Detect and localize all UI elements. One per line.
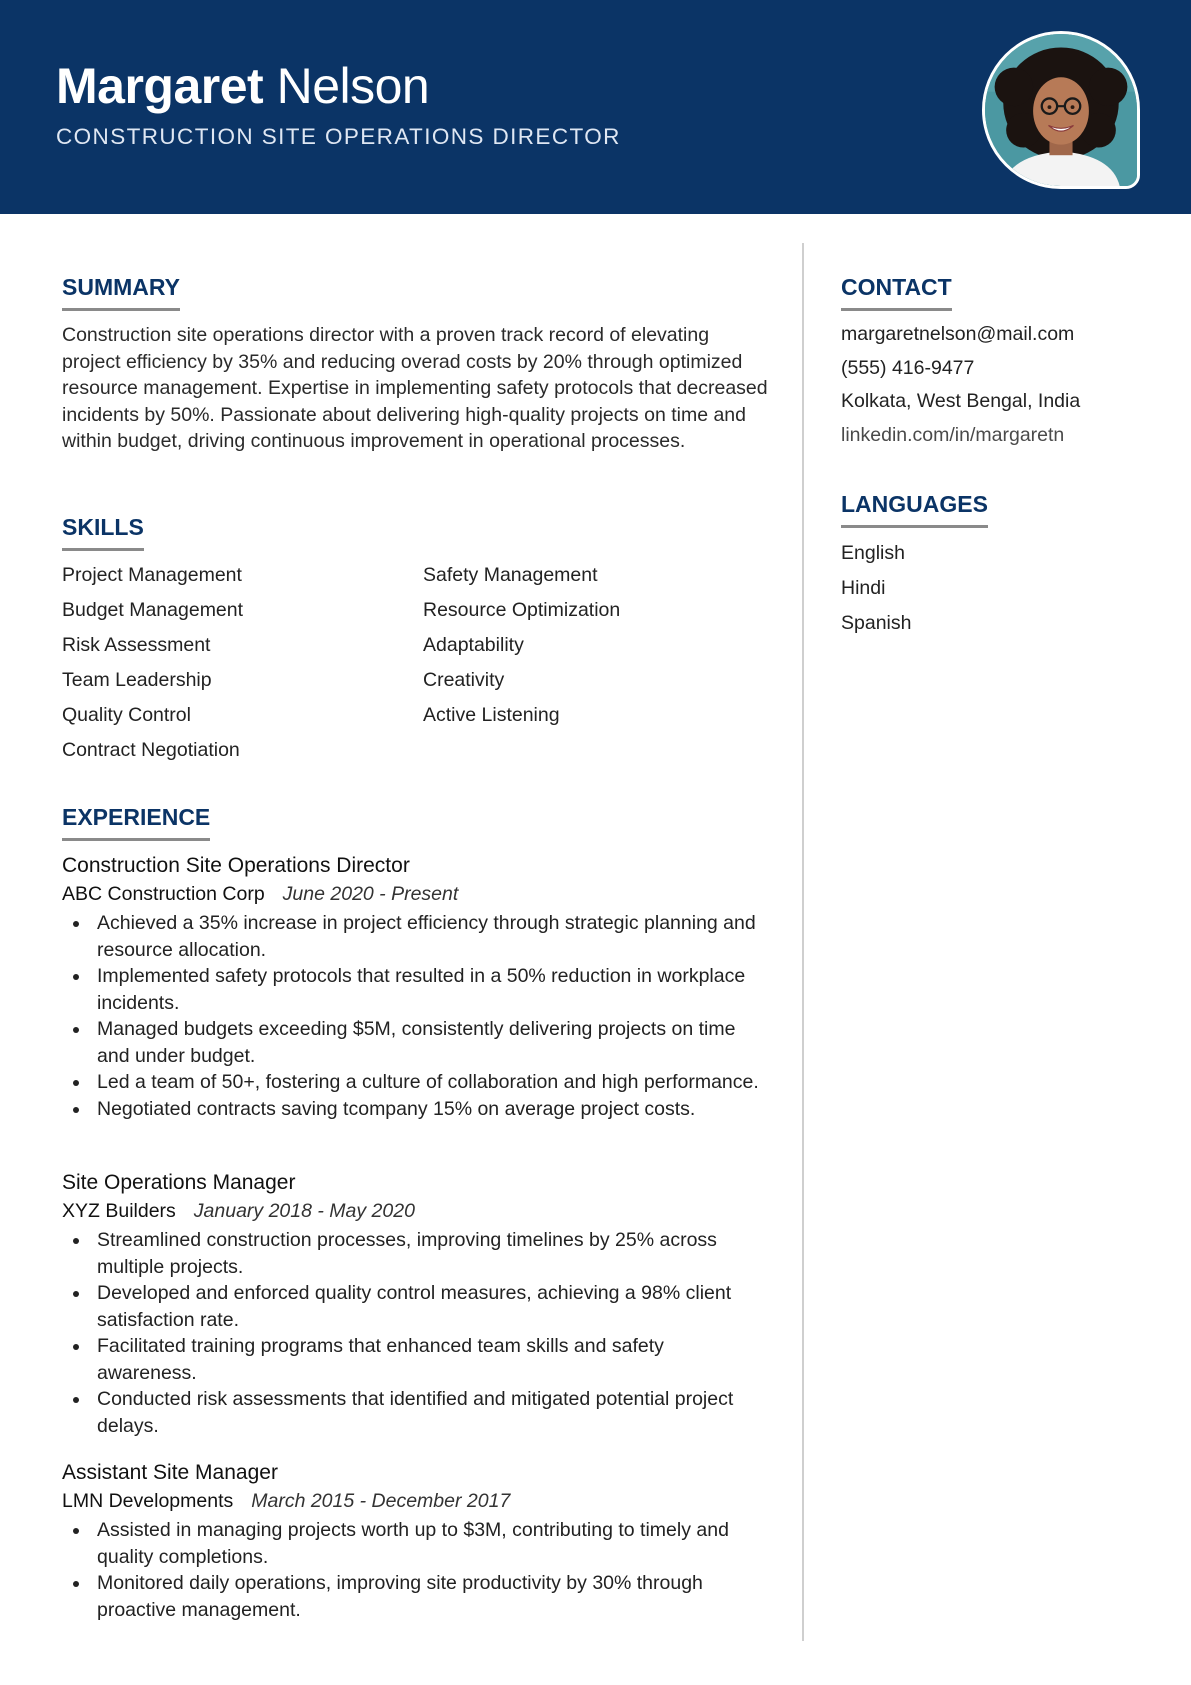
job-bullet: Facilitated training programs that enhanced team skills and safety awareness. <box>62 1333 768 1386</box>
skills-list-right <box>423 558 620 733</box>
job-bullets <box>62 910 768 1122</box>
contact-phone: (555) 416-9477 <box>841 356 975 379</box>
skill-item: Team Leadership <box>62 669 212 691</box>
job-meta <box>62 1487 768 1516</box>
skills-list-left <box>62 558 243 768</box>
job-bullet: Assisted in managing projects worth up to $3M, contributing to timely and quality completions. <box>62 1517 768 1570</box>
contact-heading: CONTACT <box>841 272 952 311</box>
skill-item: Adaptability <box>423 634 524 656</box>
candidate-name <box>56 52 429 120</box>
skill-item: Resource Optimization <box>423 599 621 621</box>
job-bullet: Led a team of 50+, fostering a culture of collaboration and high performance. <box>62 1069 768 1096</box>
skill-item: Creativity <box>423 669 505 691</box>
contact-location: Kolkata, West Bengal, India <box>841 390 1081 412</box>
job-dates: June 2020 - Present <box>282 883 459 905</box>
profile-photo <box>982 31 1140 189</box>
last-name: Nelson <box>276 58 430 114</box>
job-bullet: Streamlined construction processes, improving timelines by 25% across multiple projects. <box>62 1227 768 1280</box>
summary-heading: SUMMARY <box>62 272 180 311</box>
experience-entry <box>62 1458 768 1623</box>
skill-item: Active Listening <box>423 704 560 726</box>
job-role: Site Operations Manager <box>62 1171 296 1194</box>
skills-heading: SKILLS <box>62 512 144 551</box>
contact-email[interactable]: margaretnelson@mail.com <box>841 323 1075 345</box>
experience-heading: EXPERIENCE <box>62 802 210 841</box>
profile-photo-illustration <box>985 34 1137 186</box>
resume-header <box>0 0 1191 214</box>
job-bullets <box>62 1517 768 1623</box>
contact-list <box>841 318 1080 452</box>
column-divider <box>802 243 804 1641</box>
job-company: XYZ Builders <box>62 1200 176 1222</box>
job-bullet: Conducted risk assessments that identified and mitigated potential project delays. <box>62 1386 768 1439</box>
languages-heading: LANGUAGES <box>841 489 988 528</box>
job-dates: January 2018 - May 2020 <box>193 1200 415 1222</box>
experience-entry <box>62 851 768 1122</box>
skill-item: Contract Negotiation <box>62 739 240 761</box>
summary-text: Construction site operations director with a proven track record of elevating project efficiency by 35% and reducing overad costs by 20% through optimized resource management. Expertise in implementing safety protocols that decreased incidents by 50%. Passionate about delivering high-quality projects on time and within budget, driving continuous improvement in operational processes. <box>62 324 768 452</box>
job-bullets <box>62 1227 768 1439</box>
candidate-title: CONSTRUCTION SITE OPERATIONS DIRECTOR <box>56 124 621 149</box>
language-item: Spanish <box>841 612 912 634</box>
job-role: Construction Site Operations Director <box>62 854 410 877</box>
job-company: ABC Construction Corp <box>62 883 265 905</box>
languages-list <box>841 536 911 641</box>
job-bullet: Monitored daily operations, improving site productivity by 30% through proactive management. <box>62 1570 768 1623</box>
job-bullet: Managed budgets exceeding $5M, consistently delivering projects on time and under budget. <box>62 1016 768 1069</box>
job-bullet: Developed and enforced quality control measures, achieving a 98% client satisfaction rate. <box>62 1280 768 1333</box>
skill-item: Safety Management <box>423 564 598 586</box>
job-company: LMN Developments <box>62 1490 234 1512</box>
job-meta <box>62 880 768 909</box>
skill-item: Budget Management <box>62 599 244 621</box>
first-name: Margaret <box>56 58 264 114</box>
job-bullet: Implemented safety protocols that resulted in a 50% reduction in workplace incidents. <box>62 963 768 1016</box>
contact-linkedin-link[interactable]: linkedin.com/in/margaretn <box>841 423 1065 446</box>
job-bullet: Achieved a 35% increase in project efficiency through strategic planning and resource allocation. <box>62 910 768 963</box>
job-dates: March 2015 - December 2017 <box>251 1490 511 1512</box>
job-bullet: Negotiated contracts saving tcompany 15% on average project costs. <box>62 1096 768 1123</box>
skill-item: Risk Assessment <box>62 634 211 656</box>
experience-entry <box>62 1168 768 1439</box>
skill-item: Project Management <box>62 564 242 586</box>
job-meta <box>62 1197 768 1226</box>
job-role: Assistant Site Manager <box>62 1461 278 1484</box>
language-item: Hindi <box>841 577 886 599</box>
skill-item: Quality Control <box>62 704 191 726</box>
language-item: English <box>841 542 905 564</box>
